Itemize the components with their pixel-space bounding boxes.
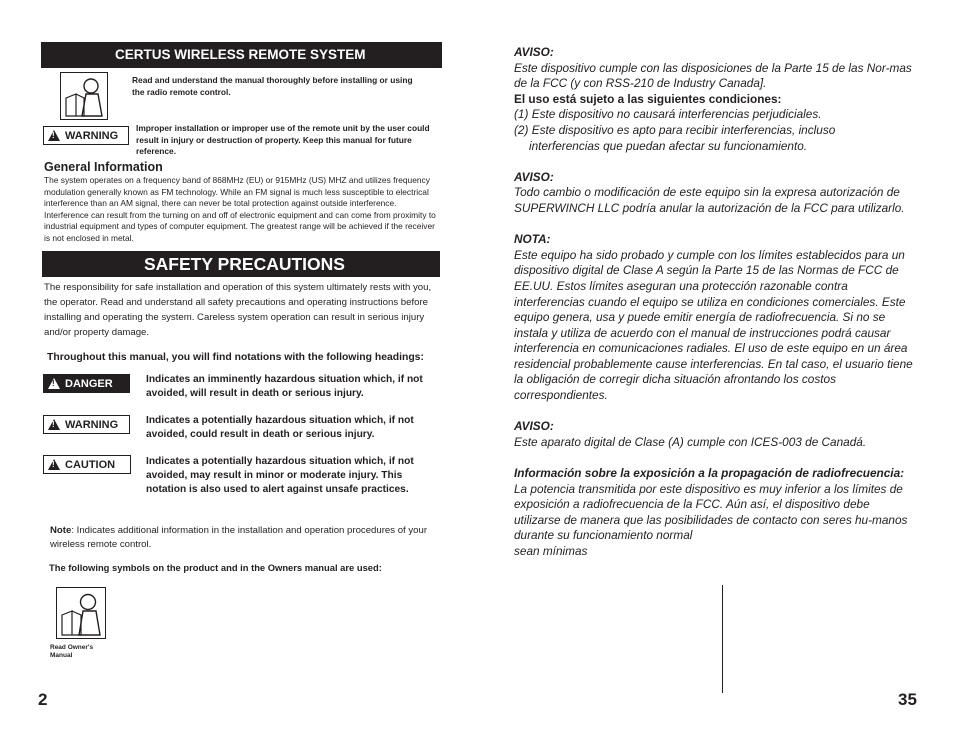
caution-badge [43,455,131,474]
intro-text: Read and understand the manual thoroughly before installing or using the radio remote control. [132,75,413,97]
general-info-heading: General Information [44,160,163,174]
warning-triangle-icon [48,130,60,141]
right-column [514,45,914,560]
danger-label: DANGER [65,377,113,390]
caution-label: CAUTION [65,458,116,471]
vertical-divider [722,585,723,693]
aviso-2-title: AVISO: [514,169,554,184]
note-text: : Indicates additional information in the installation and operation procedures of your wireless remote control. [50,525,428,550]
condition-2a: (2) Este dispositivo es apto para recibir interferencias, incluso [514,122,836,137]
symbol-caption [50,644,93,660]
danger-badge [43,374,130,393]
nota-text: Este equipo ha sido probado y cumple con los límites establecidos para un dispositivo digital de Clase A según la Parte 15 de las Normas de FCC de EE.UU. Estos límites aseguran una protección razonable contra interferencias cuando el equipo se utiliza en condiciones comerciales. Este equipo genera, usa y puede emitir energía de radiofrecuencia. Si no se instala y utiliza de acuerdo con el manual de instrucciones podrá causar interferencia en comunicaciones radiales. El uso de este equipo en un área residencial probablemente cause interferencias. En tal caso, el usuario tiene la obligación de corregir dicha situación afrontando los costos correspondientes. [514,247,913,403]
aviso-3-title: AVISO: [514,419,554,434]
symbols-intro: The following symbols on the product and in the Owners manual are used: [49,562,382,573]
page-number-left: 2 [38,690,48,709]
danger-triangle-icon [48,378,60,389]
safety-title: SAFETY PRECAUTIONS [144,254,345,274]
rf-text: La potencia transmitida por este dispositivo es muy inferior a los límites de exposición a radiofrecuencia de la FCC. Aún así, el dispositivo debe utilizarse de manera que las posibilidades de contacto con seres hu-manos durante su funcionamiento normal [514,481,908,543]
warning-triangle-icon-2 [48,419,60,430]
rf-title: Información sobre la exposición a la propagación de radiofrecuencia: [514,466,905,481]
warning-badge [43,126,129,145]
aviso-3-text: Este aparato digital de Clase (A) cumple con ICES-003 de Canadá. [514,434,867,449]
caution-text: Indicates a potentially hazardous situation which, if not avoided, may result in minor or moderate injury. This notation is also used to alert against unsafe practices. [146,456,414,495]
warning-text: Improper installation or improper use of the remote unit by the user could result in injury or destruction of property. Keep this manual for future reference. [136,123,430,157]
system-title-bar [41,42,442,68]
rf-text-last: sean mínimas [514,544,588,558]
page-number-right: 35 [898,690,917,709]
notations-intro: Throughout this manual, you will find notations with the following headings: [47,352,424,363]
note-paragraph [50,524,440,551]
read-owners-manual-icon [56,587,106,639]
nota-title: NOTA: [514,232,551,247]
warning-description: Indicates a potentially hazardous situation which, if not avoided, could result in death or serious injury. [146,415,414,440]
general-info-text: The system operates on a frequency band of 868MHz (EU) or 915MHz (US) MHZ and utilizes frequency modulation generally known as FM technology. While an FM signal is much less susceptible to electrical interference than an AM signal, there can never be total protection against outside interference. Interference can result from the turning on and off of electronic equipment and can come from proximity to industrial equipment and types of computer equipment. The greatest range will be achieved if the receiver is not enclosed in metal. [44,175,436,243]
aviso-2-text: Todo cambio o modificación de este equipo sin la expresa autorización de SUPERWINCH LLC podría anular la autorización de la FCC para utilizarlo. [514,185,905,215]
symbol-caption-line-1: Read Owner's [50,644,94,651]
condition-2b: interferencias que puedan afectar su funcionamiento. [529,138,808,153]
caution-triangle-icon [48,459,60,470]
conditions-title: El uso está sujeto a las siguientes condiciones: [514,91,782,106]
symbol-caption-line-2: Manual [50,652,73,659]
note-label: Note [50,525,72,536]
aviso-1-title: AVISO: [514,45,554,59]
warning-label: WARNING [65,129,119,142]
system-title: CERTUS WIRELESS REMOTE SYSTEM [115,47,366,62]
danger-text: Indicates an imminently hazardous situation which, if not avoided, will result in death or serious injury. [146,374,423,399]
aviso-1-text: Este dispositivo cumple con las disposiciones de la Parte 15 de las Nor-mas de la FCC (y con RSS-210 de Industry Canada]. [514,60,912,91]
warning-badge-2 [43,415,130,434]
safety-title-bar [42,251,440,277]
condition-1: (1) Este dispositivo no causará interferencias perjudiciales. [514,107,822,122]
warning-label-2: WARNING [65,418,119,431]
read-manual-icon [60,72,108,120]
safety-text: The responsibility for safe installation and operation of this system ultimately rests with you, the operator. Read and understand all safety precautions and operating instructions before installing and operating the system. Careless system operation can result in serious injury and/or property damage. [44,282,432,338]
